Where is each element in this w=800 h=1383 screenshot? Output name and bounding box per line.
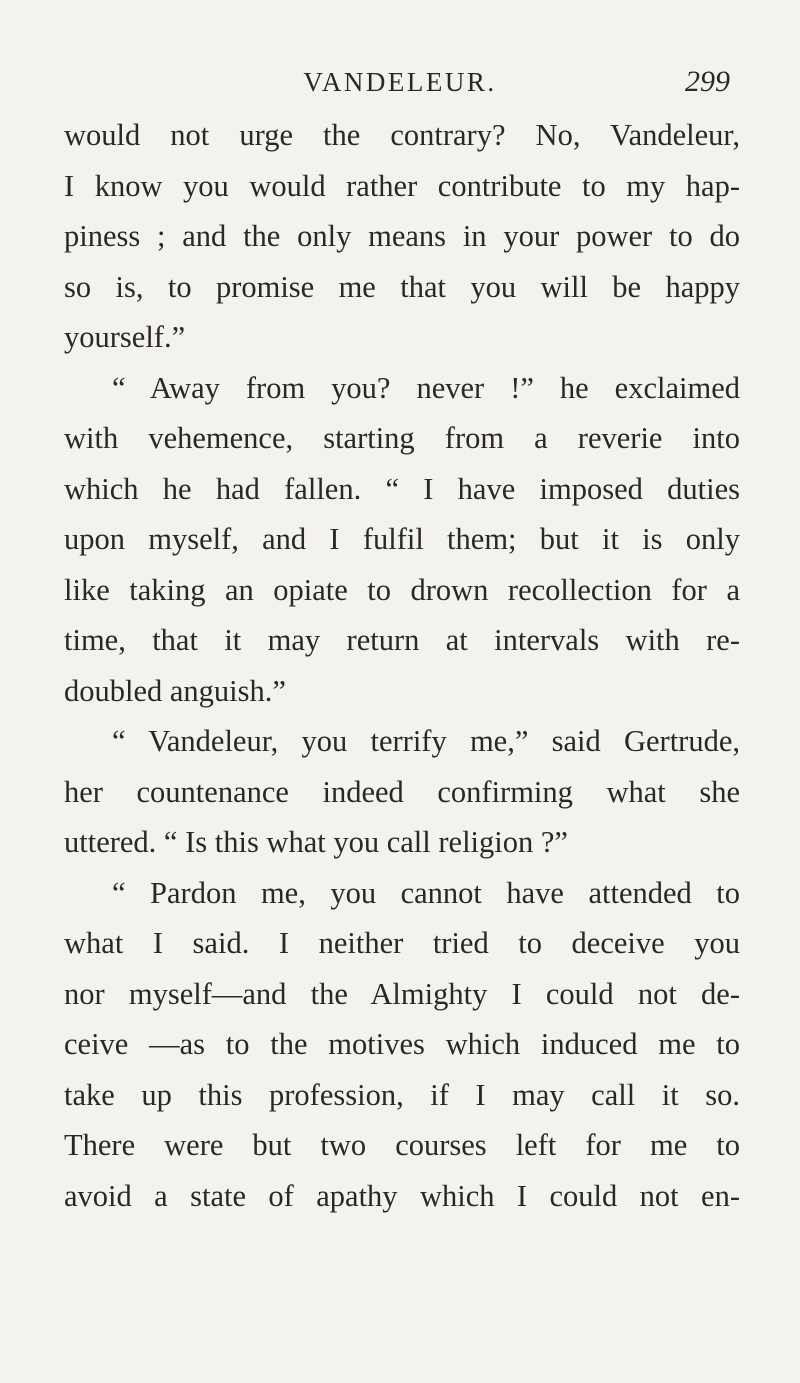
text-line: uttered. “ Is this what you call religion ?” [64, 825, 568, 859]
running-head-title: VANDELEUR. [303, 67, 497, 97]
text-line: like taking an opiate to drown recollection for a [64, 572, 740, 607]
running-head [64, 62, 736, 102]
text-line: ceive —as to the motives which induced me to [64, 1027, 740, 1061]
text-line: with vehemence, starting from a reverie into [64, 421, 740, 455]
text-line: which he had fallen. “ I have imposed duties [64, 471, 740, 506]
body-text [64, 110, 740, 1221]
text-line: “ Away from you? never !” he exclaimed [112, 370, 740, 405]
text-line: piness ; and the only means in your power to do [64, 219, 740, 253]
text-line: so is, to promise me that you will be happy [64, 269, 740, 304]
text-line: I know you would rather contribute to my hap- [64, 168, 740, 203]
text-line: what I said. I neither tried to deceive you [64, 926, 740, 960]
text-line: would not urge the contrary? No, Vandeleur, [64, 118, 740, 152]
text-line: yourself.” [64, 320, 186, 354]
text-line: avoid a state of apathy which I could not en- [64, 1178, 740, 1213]
text-line: “ Vandeleur, you terrify me,” said Gertrude, [112, 724, 740, 758]
text-line: time, that it may return at intervals with re- [64, 623, 740, 657]
text-line: nor myself—and the Almighty I could not de- [64, 976, 740, 1011]
text-line: her countenance indeed confirming what she [64, 774, 740, 809]
text-line: take up this profession, if I may call it so. [64, 1077, 740, 1112]
text-line: “ Pardon me, you cannot have attended to [112, 875, 740, 910]
text-line: There were but two courses left for me to [64, 1128, 740, 1162]
text-line: upon myself, and I fulfil them; but it is only [64, 522, 740, 556]
page-number: 299 [685, 65, 730, 98]
text-line: doubled anguish.” [64, 673, 286, 708]
